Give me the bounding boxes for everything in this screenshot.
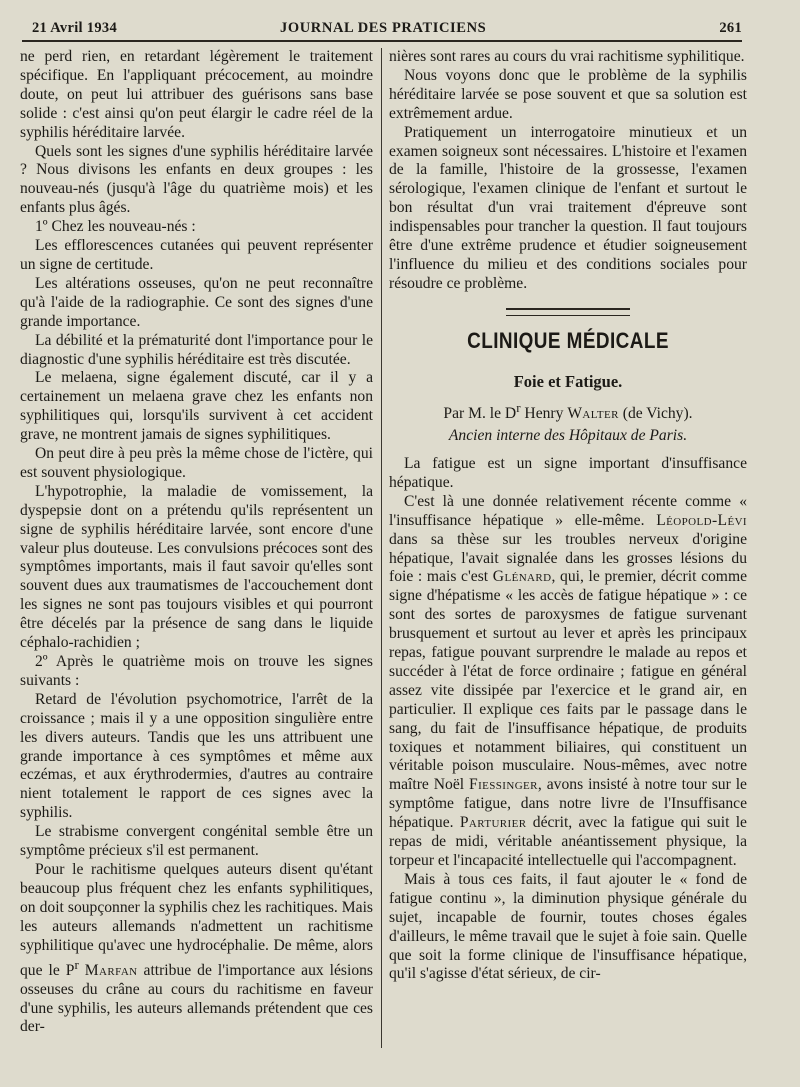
byline-text: Henry (520, 404, 568, 422)
header-rule (22, 40, 742, 42)
paragraph: Les altérations osseuses, qu'on ne peut reconnaître qu'à l'aide de la radiographie. Ce sont des signes d'une grande importance. (20, 274, 373, 330)
paragraph: La fatigue est un signe important d'insuffisance hépatique. (389, 454, 747, 491)
paragraph: nières sont rares au cours du vrai rachitisme syphilitique. (389, 48, 745, 65)
author-name: Fiessinger (469, 776, 538, 794)
text-run: attribue de l'importance aux lésions osseuses du crâne au cours du rachitisme en faveur d'une syphilis, les auteurs allemands prétendent que ces der- (20, 961, 373, 1036)
author-name: Parturier (459, 814, 527, 832)
paragraph: Quels sont les signes d'une syphilis héréditaire larvée ? Nous divisons les enfants en deux groupes : les nouveau-nés (jusqu'à l'âge du quatrième mois) et les enfants plus âgés. (20, 142, 373, 217)
running-header (22, 14, 742, 38)
right-column (389, 48, 747, 984)
text-run: , avons insisté à notre tour sur le symptôme fatigue, dans notre livre de l'Insuffisance hépatique. (389, 776, 747, 832)
author-name: Marfan (84, 961, 138, 979)
paragraph: Les efflorescences cutanées qui peuvent représenter un signe de certitude. (20, 237, 373, 273)
section-rule (506, 308, 630, 316)
paragraph: 1º Chez les nouveau-nés : (35, 218, 196, 236)
author-name: Glénard (492, 568, 552, 586)
paragraph: Le strabisme convergent congénital semble être un symptôme précieux s'il est permanent. (20, 823, 373, 860)
header-date: 21 Avril 1934 (32, 20, 117, 36)
column-divider (381, 48, 382, 1048)
paragraph: La débilité et la prématurité dont l'importance pour le diagnostic d'une syphilis héréditaire est très discutée. (20, 331, 373, 368)
section-title: CLINIQUE MÉDICALE (467, 327, 669, 353)
affiliation: Ancien interne des Hôpitaux de Paris. (448, 426, 688, 444)
paragraph (20, 861, 373, 1037)
paragraph: ne perd rien, en retardant légèrement le traitement spécifique. En l'appliquant précocement, au moindre doute, on peut lui attribuer des guérisons sans base solide : c'est ainsi qu'on peut élargir le cadre réel de la syphilis héréditaire larvée. (20, 48, 373, 141)
left-column (20, 48, 373, 1037)
text-run: Pour le rachitisme quelques auteurs disent qu'étant beaucoup plus fréquent chez les enfants syphilitiques, on doit soupçonner la syphilis chez les rachitiques. Mais les auteurs allemands n'admettent un rachitisme syphilitique qu'avec une hydrocéphalie. De même, alors que le P (20, 860, 373, 979)
paragraph: L'hypotrophie, la maladie de vomissement, la dyspepsie dont on a prétendu qu'ils représentent un signe de syphilis héréditaire larvée, sont encore d'une valeur plus douteuse. Les convulsions précoces sont des symptômes importants, mais il faut savoir qu'elles sont souvent dues aux traumatismes de l'accouchement dont les signes ne sont pas toujours visibles et qui pourront être décelés par la présence de sang dans le liquide céphalo-rachidien ; (20, 482, 373, 652)
paragraph: Mais à tous ces faits, il faut ajouter le « fond de fatigue continu », la diminution physique générale du sujet, incapable de fournir, toutes choses égales d'ailleurs, le même travail que le sujet à foie sain. Quelle que soit la forme clinique de l'insuffisance hépatique, qu'il s'agisse d'état sérieux, de cir- (389, 870, 747, 983)
superscript: r (516, 399, 521, 415)
paragraph: Pratiquement un interrogatoire minutieux et un examen soigneux sont nécessaires. L'histoire et l'examen de la famille, l'histoire de la grossesse, l'examen sérologique, l'examen clinique de l'enfant et surtout le bon résultat d'un vrai traitement d'épreuve sont indispensables pour trancher la question. Il faut toujours être d'une extrême prudence et étudier soigneusement l'influence du milieu et des conditions sociales pour résoudre ce problème. (389, 123, 747, 292)
byline-text: Par M. le D (443, 404, 517, 422)
text-run: , qui, le premier, décrit comme signe d'hépatisme « les accès de fatigue hépatique » : ce sont des sortes de paroxysmes de fatigue survenant brusquement et surtout au lever et après les principaux repas, fatigue pouvant surprendre le malade au repos et succéder à l'état de force ordinaire ; fatigue en général assez vite dissipée par l'exercice et le grand air, en particulier. Il explique ces faits par le passage dans le sang, du fait de l'insuffisance hépatique, de produits toxiques et notamment biliaires, qui constituent un véritable poison musculaire. Nous-mêmes, avec notre maître Noël (389, 568, 747, 794)
header-page-number: 261 (719, 20, 742, 36)
paragraph: Le melaena, signe également discuté, car il y a certainement un melaena grave chez les enfants non syphilitiques qui, lorsqu'ils survivent à cet accident grave, ne montrent jamais de signes syphilitiques. (20, 369, 373, 444)
author-name: Léopold-Lévi (656, 511, 747, 529)
text-run: dans sa thèse sur les troubles nerveux d'origine hépatique, l'avait signalée dans les grosses lésions du foie : mais c'est (389, 530, 747, 586)
byline-text: (de Vichy). (618, 404, 693, 422)
paragraph: Nous voyons donc que le problème de la syphilis héréditaire larvée se pose souvent et que sa solution est extrêmement ardue. (389, 66, 747, 122)
article-title: Foie et Fatigue. (513, 371, 623, 391)
superscript: r (74, 956, 79, 972)
byline (389, 398, 747, 423)
spacer (389, 445, 747, 455)
paragraph: On peut dire à peu près la même chose de l'ictère, qui est souvent physiologique. (20, 445, 373, 481)
text-run: décrit, avec la fatigue qui suit le repas de midi, véritable anéantissement physique, la torpeur et l'incapacité intellectuelle qui l'accompagnent. (389, 814, 747, 869)
text-run: C'est là une donnée relativement récente comme « l'insuffisance hépatique » elle-même. (389, 492, 747, 529)
header-journal-title: JOURNAL DES PRATICIENS (280, 20, 487, 36)
paragraph: Retard de l'évolution psychomotrice, l'arrêt de la croissance ; mais il y a une opposition singulière entre les divers auteurs. Tandis que les uns attribuent une grande importance à ces symptômes et même aux eczémas, et aux érythrodermies, d'autres au contraire nient totalement le rapport de ces signes avec la syphilis. (20, 690, 373, 822)
paragraph: 2º Après le quatrième mois on trouve les signes suivants : (20, 653, 373, 689)
paragraph (389, 493, 747, 871)
author-name: Walter (567, 404, 619, 422)
